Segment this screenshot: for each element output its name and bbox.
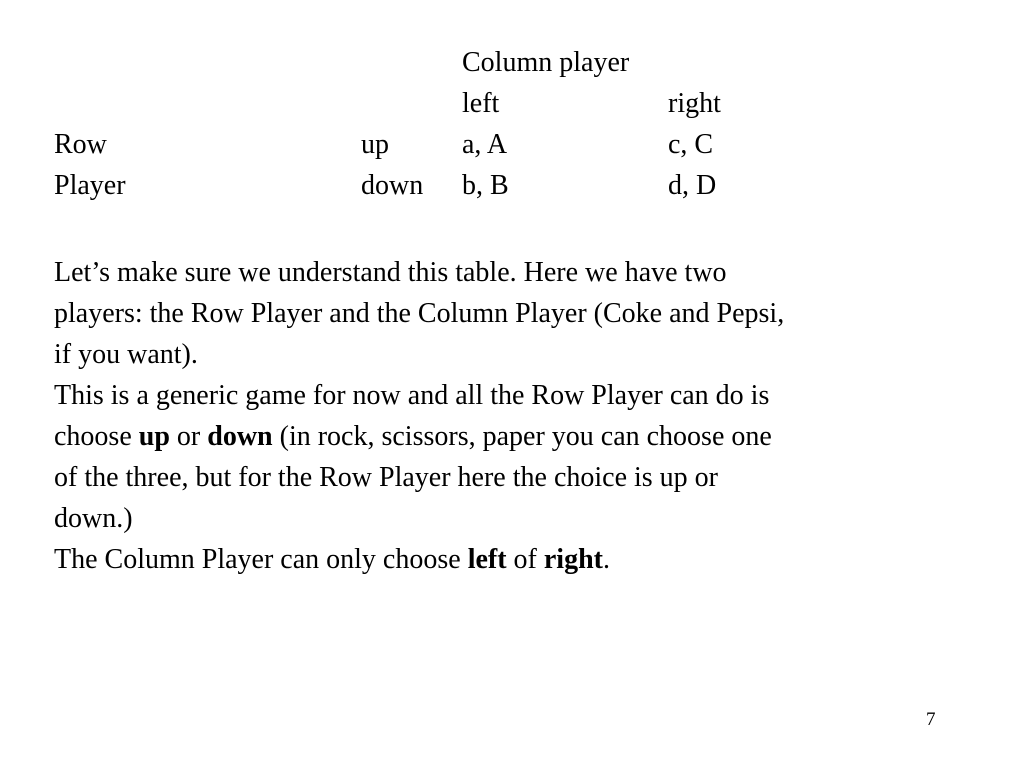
text-line: This is a generic game for now and all the Row Player can do is [54, 380, 770, 411]
text-line: down.) [54, 503, 133, 534]
text-run: The Column Player can only choose [54, 544, 468, 575]
row-action-down: down [361, 170, 424, 201]
payoff-cell-down-left: b, B [462, 170, 509, 201]
emphasis-right: right [543, 544, 603, 575]
row-player-label-row: Row [54, 129, 107, 160]
text-run: (in rock, scissors, paper you can choose one [272, 421, 772, 452]
row-action-up: up [361, 129, 389, 160]
row-player-label-player: Player [54, 170, 126, 201]
column-header-right: right [668, 88, 721, 119]
text-run: . [602, 544, 610, 575]
emphasis-up: up [138, 421, 170, 452]
explanation-text [54, 252, 974, 580]
text-line: of the three, but for the Row Player here the choice is up or [54, 462, 719, 493]
text-line [54, 416, 974, 457]
text-run: of [506, 544, 544, 575]
text-line: players: the Row Player and the Column Player (Coke and Pepsi, [54, 298, 785, 329]
text-run: or [169, 421, 208, 452]
payoff-cell-down-right: d, D [668, 170, 717, 201]
text-run: choose [54, 421, 139, 452]
payoff-cell-up-right: c, C [668, 129, 714, 160]
column-player-label: Column player [462, 47, 630, 78]
emphasis-left: left [467, 544, 507, 575]
text-line: if you want). [54, 339, 198, 370]
emphasis-down: down [207, 421, 273, 452]
column-header-left: left [462, 88, 500, 119]
payoff-cell-up-left: a, A [462, 129, 508, 160]
text-line [54, 539, 974, 580]
page-number: 7 [926, 709, 936, 730]
text-line: Let’s make sure we understand this table. Here we have two [54, 257, 727, 288]
